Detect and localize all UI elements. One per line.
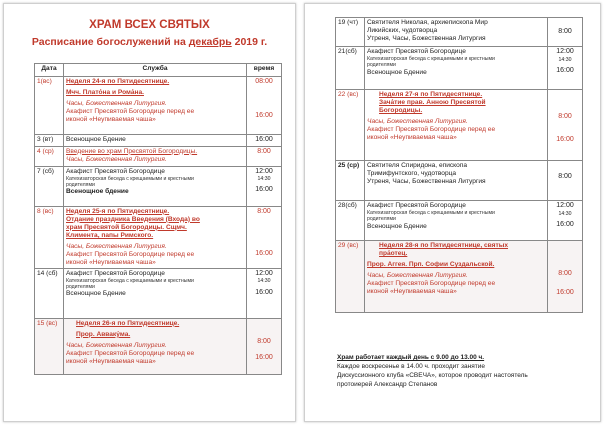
- row-date: 7 (сб): [35, 166, 64, 206]
- row-time: [247, 318, 282, 374]
- table-row: [336, 90, 583, 161]
- time-value: 8:00: [257, 337, 271, 345]
- schedule-table-right: [335, 17, 583, 313]
- service-line: Акафист Пресвятой Богородице перед ее: [367, 280, 496, 288]
- service-line: Всенощное Бдение: [367, 222, 427, 230]
- table-row: [35, 77, 282, 135]
- service-line: Всенощное Бдение: [367, 68, 427, 76]
- service-line: Катехизаторская беседа с крещаемыми и крестными: [66, 277, 194, 284]
- service-line: Всенощное Бдение: [66, 136, 126, 143]
- time-value: 12:00: [255, 269, 273, 277]
- row-date: 21(сб): [336, 47, 365, 90]
- service-line: Катехизаторская беседа с крещаемыми и крестными: [367, 210, 495, 217]
- row-service: [365, 201, 548, 241]
- row-time: [548, 161, 583, 201]
- subtitle-pre: Расписание богослужений на: [31, 36, 189, 48]
- club-note-line: Каждое воскресенье в 14.00 ч. проходит занятие: [337, 363, 485, 371]
- page-left: [3, 3, 296, 422]
- service-line: Акафист Пресвятой Богородице: [66, 167, 165, 175]
- col-service: Служба: [64, 64, 247, 77]
- table-row: [35, 146, 282, 166]
- service-line: Ликийских, чудотворца: [367, 27, 438, 35]
- service-line: Всенощное бдение: [66, 188, 129, 196]
- table-row: [35, 206, 282, 268]
- row-date: 29 (вс): [336, 241, 365, 313]
- service-line: Катехизаторская беседа с крещаемыми и крестными: [367, 56, 495, 63]
- row-time: [548, 201, 583, 241]
- row-service: [64, 146, 247, 166]
- row-service: [64, 135, 247, 147]
- service-line: Часы, Божественная Литургия.: [66, 242, 167, 250]
- time-value: 16:00: [556, 288, 574, 296]
- row-date: 22 (вс): [336, 90, 365, 161]
- service-line: Акафист Пресвятой Богородице перед ее: [66, 108, 195, 116]
- service-line: Неделя 24-я по Пятидесятнице.: [66, 78, 170, 85]
- subtitle-post: 2019 г.: [231, 36, 268, 48]
- row-date: 28(сб): [336, 201, 365, 241]
- row-service: [365, 161, 548, 201]
- service-line: Зача́тие прав. Анною Пресвятой: [379, 99, 486, 107]
- table-row: [336, 201, 583, 241]
- time-value: 16:00: [255, 288, 273, 296]
- row-date: 1(вс): [35, 77, 64, 135]
- service-line: иконой «Неупиваемая чаша»: [66, 116, 156, 124]
- time-value: 14:30: [558, 56, 572, 63]
- row-service: [64, 77, 247, 135]
- service-line: Акафист Пресвятой Богородице перед ее: [367, 126, 496, 134]
- row-service: [64, 206, 247, 268]
- service-line: родителями: [367, 216, 396, 223]
- time-value: 8:00: [558, 270, 572, 277]
- service-line: Тримифунтского, чудотворца: [367, 170, 457, 178]
- service-line: родителями: [367, 62, 396, 69]
- row-date: 4 (ср): [35, 146, 64, 166]
- service-line: Неделя 27-я по Пятидесятнице.: [379, 91, 483, 98]
- row-service: [365, 47, 548, 90]
- row-time: [247, 146, 282, 166]
- service-line: иконой «Неупиваемая чаша»: [367, 134, 457, 142]
- service-line: Неделя 26-я по Пятидесятнице.: [76, 319, 180, 327]
- row-date: 19 (чт): [336, 18, 365, 47]
- table-row: [35, 166, 282, 206]
- service-line: Всенощное Бдение: [66, 290, 126, 298]
- service-line: Часы, Божественная Литургия.: [367, 118, 468, 126]
- time-value: 12:00: [556, 202, 574, 209]
- club-note-line: протоиерей Александр Степанов: [337, 381, 438, 389]
- service-line: родителями: [66, 181, 95, 188]
- time-value: 14:30: [257, 278, 271, 285]
- service-line: иконой «Неупиваемая чаша»: [66, 357, 156, 365]
- time-value: 08:00: [255, 78, 273, 85]
- page-title: ХРАМ ВСЕХ СВЯТЫХ: [89, 19, 210, 31]
- service-line: Акафист Пресвятой Богородице перед ее: [66, 349, 195, 357]
- table-row: [35, 318, 282, 374]
- table-row: [35, 135, 282, 147]
- table-row: [35, 268, 282, 318]
- row-date: 15 (вс): [35, 318, 64, 374]
- service-line: Неделя 28-я по Пятидесятнице, святых: [379, 242, 509, 249]
- time-value: 8:00: [558, 28, 572, 35]
- time-value: 12:00: [556, 48, 574, 55]
- row-time: [247, 166, 282, 206]
- working-hours-note: Храм работает каждый день с 9.00 до 13.00 ч.: [337, 354, 485, 361]
- service-line: храм Пресвятой Богородицы. Сщмч.: [66, 223, 187, 231]
- service-line: Часы, Божественная Литургия.: [66, 155, 167, 163]
- row-service: [365, 18, 548, 47]
- time-value: 8:00: [558, 113, 572, 120]
- table-row: [336, 18, 583, 47]
- row-service: [365, 241, 548, 313]
- subtitle-month: декабрь: [188, 36, 232, 48]
- service-line: Введение во храм Пресвятой Богородицы.: [66, 147, 198, 155]
- time-value: 16:00: [255, 250, 273, 258]
- table-row: [336, 241, 583, 313]
- row-time: [548, 241, 583, 313]
- time-value: 16:00: [556, 220, 574, 228]
- service-line: Прор. Аггея. Прп. Софии Суздальской.: [367, 261, 495, 269]
- row-service: [365, 90, 548, 161]
- time-value: 16:00: [255, 136, 273, 143]
- service-line: Утреня, Часы, Божественная Литургия: [367, 35, 486, 43]
- col-date: Дата: [35, 64, 64, 77]
- service-line: Отдание праздника Введения (Входа) во: [66, 215, 200, 223]
- table-row: [336, 47, 583, 90]
- time-value: 14:30: [257, 176, 271, 183]
- row-time: [247, 206, 282, 268]
- table-row: [336, 161, 583, 201]
- row-service: [64, 268, 247, 318]
- service-line: Мчч. Плато́на и Рома́на.: [66, 89, 144, 97]
- service-line: Акафист Пресвятой Богородице: [367, 202, 466, 209]
- service-line: Часы, Божественная Литургия.: [66, 100, 167, 108]
- page-right: [304, 3, 601, 422]
- row-date: 14 (сб): [35, 268, 64, 318]
- time-value: 16:00: [255, 354, 273, 362]
- service-line: иконой «Неупиваемая чаша»: [367, 288, 457, 296]
- time-value: 8:00: [257, 147, 271, 155]
- row-date: 25 (ср): [336, 161, 365, 201]
- service-line: Катехизаторская беседа с крещаемыми и крестными: [66, 175, 194, 182]
- time-value: 8:00: [558, 173, 572, 180]
- row-time: [548, 47, 583, 90]
- service-line: Акафист Пресвятой Богородице перед ее: [66, 250, 195, 258]
- club-note-line: Дискуссионного клуба «СВЕЧА», которое проводит настоятель: [337, 372, 528, 380]
- service-line: Акафист Пресвятой Богородице: [367, 48, 466, 55]
- service-line: Утреня, Часы, Божественная Литургия: [367, 178, 486, 186]
- row-service: [64, 166, 247, 206]
- row-time: [548, 18, 583, 47]
- service-line: Часы, Божественная Литургия.: [367, 272, 468, 280]
- service-line: пра́отец.: [379, 250, 408, 258]
- page-subtitle: [4, 36, 295, 48]
- row-date: 8 (вс): [35, 206, 64, 268]
- time-value: 8:00: [257, 207, 271, 215]
- service-line: родителями: [66, 284, 95, 291]
- service-line: Богородицы.: [379, 107, 423, 115]
- row-time: [247, 135, 282, 147]
- time-value: 14:30: [558, 210, 572, 217]
- time-value: 16:00: [255, 186, 273, 194]
- row-time: [247, 77, 282, 135]
- time-value: 16:00: [556, 135, 574, 143]
- col-time: время: [247, 64, 282, 77]
- table-header: [35, 64, 282, 77]
- time-value: 16:00: [255, 111, 273, 119]
- service-line: Святителя Николая, архиепископа Мир: [367, 19, 488, 26]
- footer-notes: [337, 353, 587, 389]
- service-line: Климента, папы Римского.: [66, 231, 154, 239]
- service-line: Святителя Спиридона, епископа: [367, 162, 468, 169]
- row-time: [548, 90, 583, 161]
- service-line: Акафист Пресвятой Богородице: [66, 269, 165, 277]
- service-line: Прор. Авваку́ма.: [76, 330, 131, 338]
- service-line: Неделя 25-я по Пятидесятнице.: [66, 207, 170, 215]
- service-line: иконой «Неупиваемая чаша»: [66, 258, 156, 266]
- row-date: 3 (вт): [35, 135, 64, 147]
- service-line: Часы, Божественная Литургия.: [66, 341, 167, 349]
- time-value: 12:00: [255, 167, 273, 175]
- row-time: [247, 268, 282, 318]
- schedule-table-left: [34, 63, 282, 375]
- time-value: 16:00: [556, 66, 574, 74]
- row-service: [64, 318, 247, 374]
